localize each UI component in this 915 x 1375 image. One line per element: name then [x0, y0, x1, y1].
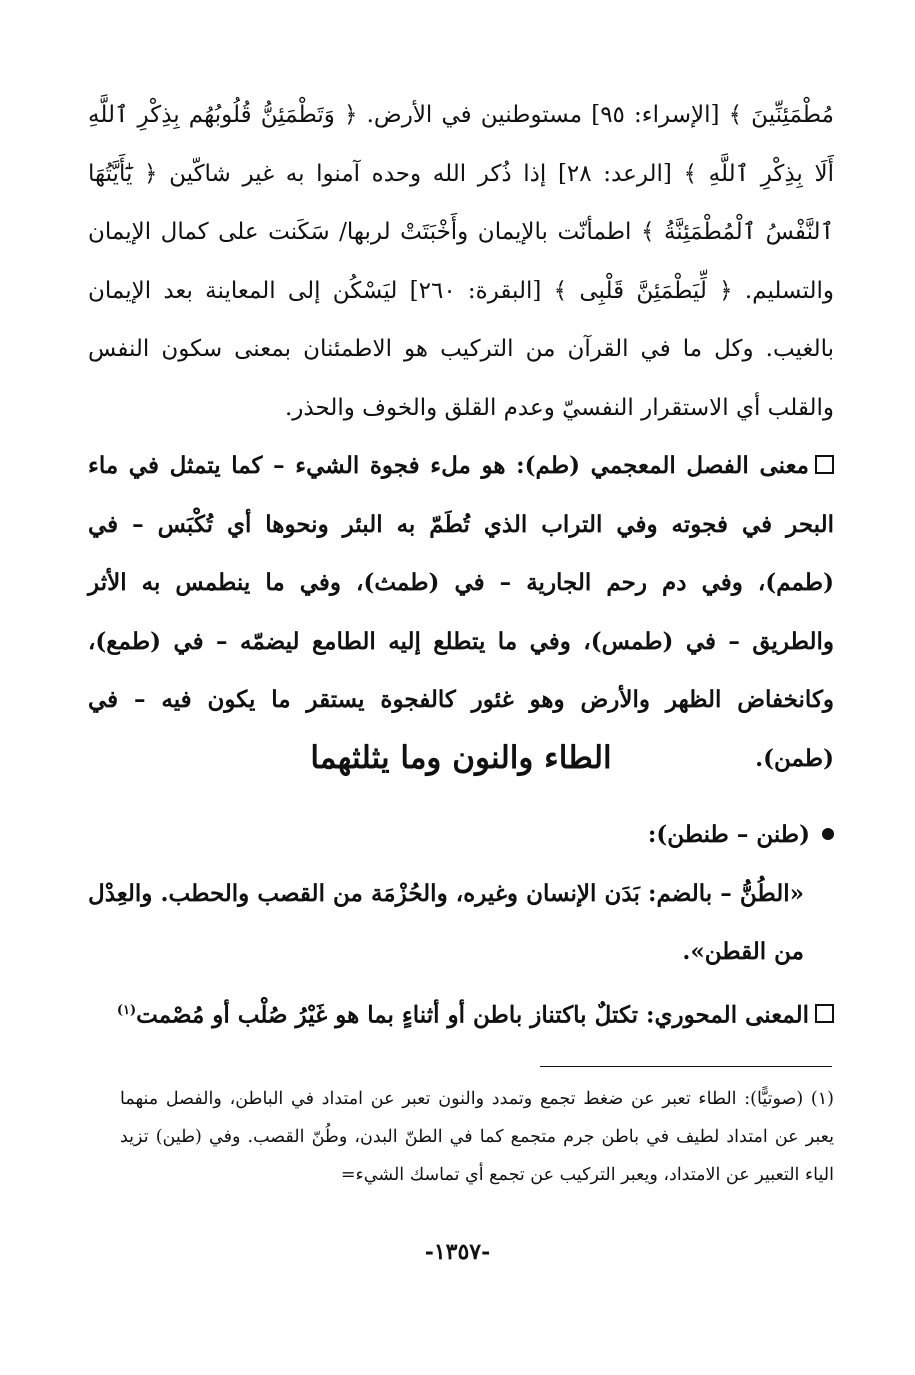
footnote-text: (١) (صوتيًّا): الطاء تعبر عن ضغط تجمع وتمدد والنون تعبر عن امتداد في الباطن، والفصل منهما يعبر عن امتداد لطيف في باطن جرم متجمع كما في الطنّ البدن، وطُنّ القصب. وفي (طين) تزيد الياء التعبير عن الامتداد، ويعبر التركيب عن تجمع أي تماسك الشيء= — [120, 1089, 834, 1185]
core-meaning-line — [88, 982, 834, 1045]
footnote-reference: (١) — [116, 1002, 137, 1018]
entry-title-line — [88, 806, 834, 865]
paragraph-lexical-chapter-text: معنى الفصل المعجمي (طم): هو ملء فجوة الشيء – كما يتمثل في ماء البحر في فجوته وفي التراب الذي تُطَمّ به البئر ونحوها أي تُكْبَس – في (طمم)، وفي دم رحم الجارية – في (طمث)، وفي ما ينطمس به الأثر والطريق – في (طمس)، وفي ما يتطلع إليه الطامع ليضمّه – في (طمع)، وكانخفاض الظهر والأرض وهو غئور كالفجوة يستقر ما يكون فيه – في (طمن). — [88, 452, 834, 772]
square-marker-icon — [815, 1004, 834, 1023]
bullet-icon — [822, 828, 834, 840]
entry-definition: «الطُنُّ – بالضم: بَدَن الإنسان وغيره، والحُزْمَة من القصب والحطب. والعِدْل من القطن». — [88, 879, 804, 965]
entry-block — [88, 806, 834, 1045]
entry-title: (طنن – طنطن): — [647, 821, 810, 848]
footnote — [120, 1080, 834, 1194]
section-heading: الطاء والنون وما يثلثهما — [310, 740, 612, 776]
square-marker-icon — [815, 455, 834, 474]
paragraph-tafsir: مُطْمَئِنِّينَ ﴾ [الإسراء: ٩٥] مستوطنين في الأرض. ﴿ وَتَطْمَئِنُّ قُلُوبُهُم بِذِكْرِ ٱللَّهِ أَلَا بِذِكْرِ ٱللَّهِ ﴾ [الرعد: ٢٨] إذا ذُكر الله وحده آمنوا به غير شاكّين ﴿ يَٰٓأَيَّتُهَا ٱلنَّفْسُ ٱلْمُطْمَئِنَّةُ ﴾ اطمأنّت بالإيمان وأَخْبَتَتْ لربها/ سَكَنت على كمال الإيمان والتسليم. ﴿ لِّيَطْمَئِنَّ قَلْبِى ﴾ [البقرة: ٢٦٠] ليَسْكُن إلى المعاينة بعد الإيمان بالغيب. وكل ما في القرآن من التركيب هو الاطمئنان بمعنى سكون النفس والقلب أي الاستقرار النفسيّ وعدم القلق والخوف والحذر. — [88, 102, 834, 421]
core-meaning-text: المعنى المحوري: تكتلٌ باكتناز باطن أو أثناءٍ بما هو غَيْرُ صُلْب أو مُصْمت — [136, 1001, 809, 1029]
page-number: -١٣٥٧- — [424, 1239, 491, 1265]
footnote-separator — [540, 1066, 832, 1067]
main-text — [88, 86, 834, 788]
